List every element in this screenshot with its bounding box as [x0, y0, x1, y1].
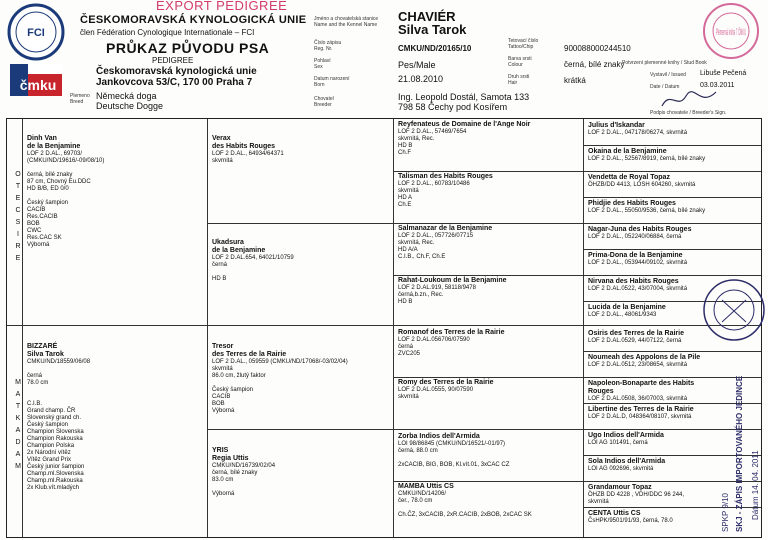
birth-label: Datum narození Born	[314, 76, 350, 88]
grandparent-details: CMKU/ND/16739/02/04 černá, bílé znaky 83.0 cm Výborná	[212, 463, 276, 497]
date-label: Date / Datum	[650, 84, 680, 90]
sire-name: Dinh Van de la Benjamine	[27, 135, 81, 150]
fci-logo-text: FCI	[27, 27, 45, 39]
dam-entry	[27, 329, 203, 506]
chip-value: 900088000244510	[564, 44, 631, 53]
seal-text: Plemenná kniha 7 ČMKU	[716, 27, 746, 37]
gen4-entry: Ugo Indios dell'Armida LOI AG 101491, černá	[588, 432, 664, 446]
grandparent-entry	[212, 121, 390, 179]
great-grandparent-entry: MAMBA Uttis CS CMKU/ND/14206/ čer., 78.0 cm Ch.ČZ, 3xCACIB, 2xR.CACIB, 2xBOB, 2xCAC SK	[398, 483, 532, 518]
grandparent-details: LOF 2 D.AL., 64934/64371 skvrnitá	[212, 151, 284, 164]
reg-value: CMKU/ND/20165/10	[398, 44, 472, 53]
breeder-line1: Ing. Leopold Dostál, Samota 133	[398, 92, 530, 102]
grandparent-entry	[212, 225, 390, 297]
dog-name	[398, 10, 466, 36]
issued-label: Vystavil / Issued	[650, 72, 686, 78]
breed-cz: Německá doga	[96, 91, 157, 101]
sire-entry	[27, 121, 203, 263]
document-title: PRŮKAZ PŮVODU PSA	[106, 40, 270, 56]
sex-value: Pes/Male	[398, 60, 436, 70]
colour-label: Barva srsti Colour	[508, 56, 532, 68]
gen4-entry: Nirvana des Habits Rouges LOF 2 D.AL.0522, 43/07004, skvrnitá	[588, 278, 688, 292]
great-grandparent-entry: Talisman des Habits Rouges LOF 2 D.AL., 60783/10486 skvrnitá HD A Ch.E	[398, 173, 493, 208]
gen4-entry: Okaina de la Benjamine LOF 2 D.AL., 52567/8919, černá, bílé znaky	[588, 148, 706, 162]
document-subtitle: PEDIGREE	[152, 56, 194, 65]
club-street: Jankovcova 53/C, 170 00 Praha 7	[96, 77, 253, 88]
club-address	[96, 66, 257, 88]
gen4-entry: Phidjie des Habits Rouges LOF 2 D.AL., 55050/9536, černá, bílé znaky	[588, 200, 706, 214]
gen4-entry: Nagar-Juna des Habits Rouges LOF 2 D.AL., 052240/06884, černá	[588, 226, 692, 240]
stamp-sign: SPKP 9/10	[721, 493, 730, 532]
grandparent-entry	[212, 433, 390, 512]
name-label: Jméno a chovatelská stanice Name and the Kennel Name	[314, 16, 379, 28]
gen4-entry: Prima-Dona de la Benjamine LOF 2 D.AL., 053944/09102, skvrnitá	[588, 252, 688, 266]
dam-name: BIZZARÉ Silva Tarok	[27, 343, 64, 358]
grandparent-name: Verax des Habits Rouges	[212, 135, 276, 150]
grandparent-entry	[212, 329, 390, 429]
gen4-entry: Julius d'Iskandar LOF 2 D.AL., 047178/06274, skvrnitá	[588, 122, 688, 136]
pedigree-table	[6, 118, 762, 538]
import-registration-stamp	[698, 270, 768, 540]
breed-label: Plemeno Breed	[70, 93, 90, 105]
issued-value: Libuše Pečená	[700, 70, 747, 77]
gen4-entry: Napoleon-Bonaparte des Habits Rouges LOF 2 D.AL.0508, 36/07003, skvrnitá	[588, 380, 695, 402]
gen4-entry: Libertine des Terres de la Rairie LOF 2 D.AL.D, 048364/08107, skvrnitá	[588, 406, 694, 420]
great-grandparent-entry: Romy des Terres de la Rairie LOF 2 D.AL.0555, 90/07590 skvrnitá	[398, 379, 494, 400]
grandparent-name: Ukadsura de la Benjamine	[212, 239, 266, 254]
association-name: ČESKOMORAVSKÁ KYNOLOGICKÁ UNIE	[80, 14, 307, 26]
breeder-line2: 798 58 Čechy pod Kosířem	[398, 102, 508, 112]
gen4-entry: Sola Indios dell'Armida LOI AG 092696, skvrnitá	[588, 458, 666, 472]
fci-membership: člen Fédération Cynologique Internationale – FCI	[80, 28, 255, 37]
hair-label: Druh srsti Hair	[508, 74, 530, 86]
birth-value: 21.08.2010	[398, 74, 444, 84]
dam-side-label: M A T K A D A M	[15, 379, 21, 470]
great-grandparent-entry: Reyfenateus de Domaine de l'Ange Noir LOF 2 D.AL., 57469/7654 skvrnitá, Rec. HD B Ch.F	[398, 121, 531, 156]
breed-de: Deutsche Dogge	[96, 101, 164, 111]
reg-label: Číslo zápisu Reg. Nr.	[314, 40, 342, 52]
sire-side-label: O T E C S I R E	[15, 171, 21, 262]
gen4-entry: Lucida de la Benjamine LOF 2 D.AL., 48061/9343	[588, 304, 666, 318]
grandparent-details: LOF 2 D.AL., 059559 (CMKU/ND/17068/-03/02/04) skvrnitá 86.0 cm, žlutý faktor Český šampion CACIB BOB Výborná	[212, 359, 348, 414]
grandparent-details: LOF 2 D.AL.654, 64021/10759 černá HD B	[212, 255, 294, 282]
breeder-label: Chovatel Breeder	[314, 96, 334, 108]
sire-details: LOF 2 D.AL., 69703/ (CMKU/ND/19616/-09/08/10) černá, bílé znaky 87 cm, Chovný Eu.DDC HD B/B, ED 0/0 Český šampion CACIB Res.CACIB BOB CWC Res.CAC SK Výborná	[27, 151, 105, 248]
stamp-text: SKJ - ZÁPIS IMPORTOVANÉHO JEDINCE	[735, 375, 744, 532]
grandparent-name: Tresor des Terres de la Rairie	[212, 343, 287, 358]
studbook-label: Potvrzení plemenné knihy / Stud Book	[622, 60, 707, 66]
export-pedigree-title: EXPORT PEDIGREE	[156, 0, 288, 13]
stamp-date: Dátum 14. 04. 2011	[751, 450, 760, 520]
pedigree-header	[0, 0, 768, 118]
great-grandparent-entry: Romanof des Terres de la Rairie LOF 2 D.AL.056706/07590 černá ZVC205	[398, 329, 505, 357]
gen4-entry: Osiris des Terres de la Rairie LOF 2 D.AL.0529, 44/07122, černá	[588, 330, 684, 344]
hair-value: krátká	[564, 76, 586, 85]
breeder-sign-label: Podpis chovatele / Breeder's Sign.	[650, 110, 727, 116]
dog-name-line2: Silva Tarok	[398, 22, 467, 37]
great-grandparent-entry: Zorba Indios dell'Armida LOI 98/86845 (CMKU/ND/16521/-01/97) černá, 88.0 cm 2xCACIB, BIG, BOB, Kl.vít.01, 3xCAC CZ	[398, 433, 510, 468]
club-name: Českomoravská kynologická unie	[96, 66, 257, 77]
gen4-entry: Noumeah des Appolons de la Pile LOF 2 D.AL.0512, 23/08654, skvrnitá	[588, 354, 701, 368]
studbook-seal	[702, 2, 760, 60]
gen4-entry: Vendetta de Royal Topaz ÖHZB/DD 4413, LOSH 604260, skvrnitá	[588, 174, 696, 188]
chip-label: Tetovací číslo Tattoo/Chip	[508, 38, 539, 50]
date-value: 03.03.2011	[700, 82, 735, 89]
cmku-fci-logo	[4, 2, 68, 100]
gen4-entry: CENTA Uttis CS ČsHPK/9501/91/93, černá, 78.0	[588, 510, 673, 524]
svg-text:čmku: čmku	[19, 77, 57, 93]
great-grandparent-entry: Rahat-Loukoum de la Benjamine LOF 2 D.AL.919, 58118/9478 černá,b.zn., Rec. HD B	[398, 277, 507, 305]
colour-value: černá, bílé znaky	[564, 60, 625, 69]
grandparent-name: YRIS Regia Uttis	[212, 447, 249, 462]
dog-name-line1: CHAVIÉR	[398, 9, 456, 24]
great-grandparent-entry: Salmanazar de la Benjamine LOF 2 D.AL., 057726/07715 skvrnitá, Rec. HD A/A C.I.B., Ch.F, Ch.E	[398, 225, 493, 260]
signature-scribble	[660, 88, 720, 110]
sex-label: Pohlaví Sex	[314, 58, 331, 70]
gen4-entry: Grandamour Topaz ÖHZB DD 4228 , VDH/DDC 96 244, skvrnitá	[588, 484, 685, 505]
dam-details: CMKU/ND/18559/06/08 černá 78.0 cm C.I.B. Grand champ. ČR Slovenský grand ch. Český šampion Champion Slovenska Champion Rakouska Champion Polska 2x Národní vítěz Vítěz Grand Prix Český junior šampion Champ.ml.Slovenska Champ.ml.Rakouska 2x Klub.vít.mladých	[27, 359, 91, 491]
